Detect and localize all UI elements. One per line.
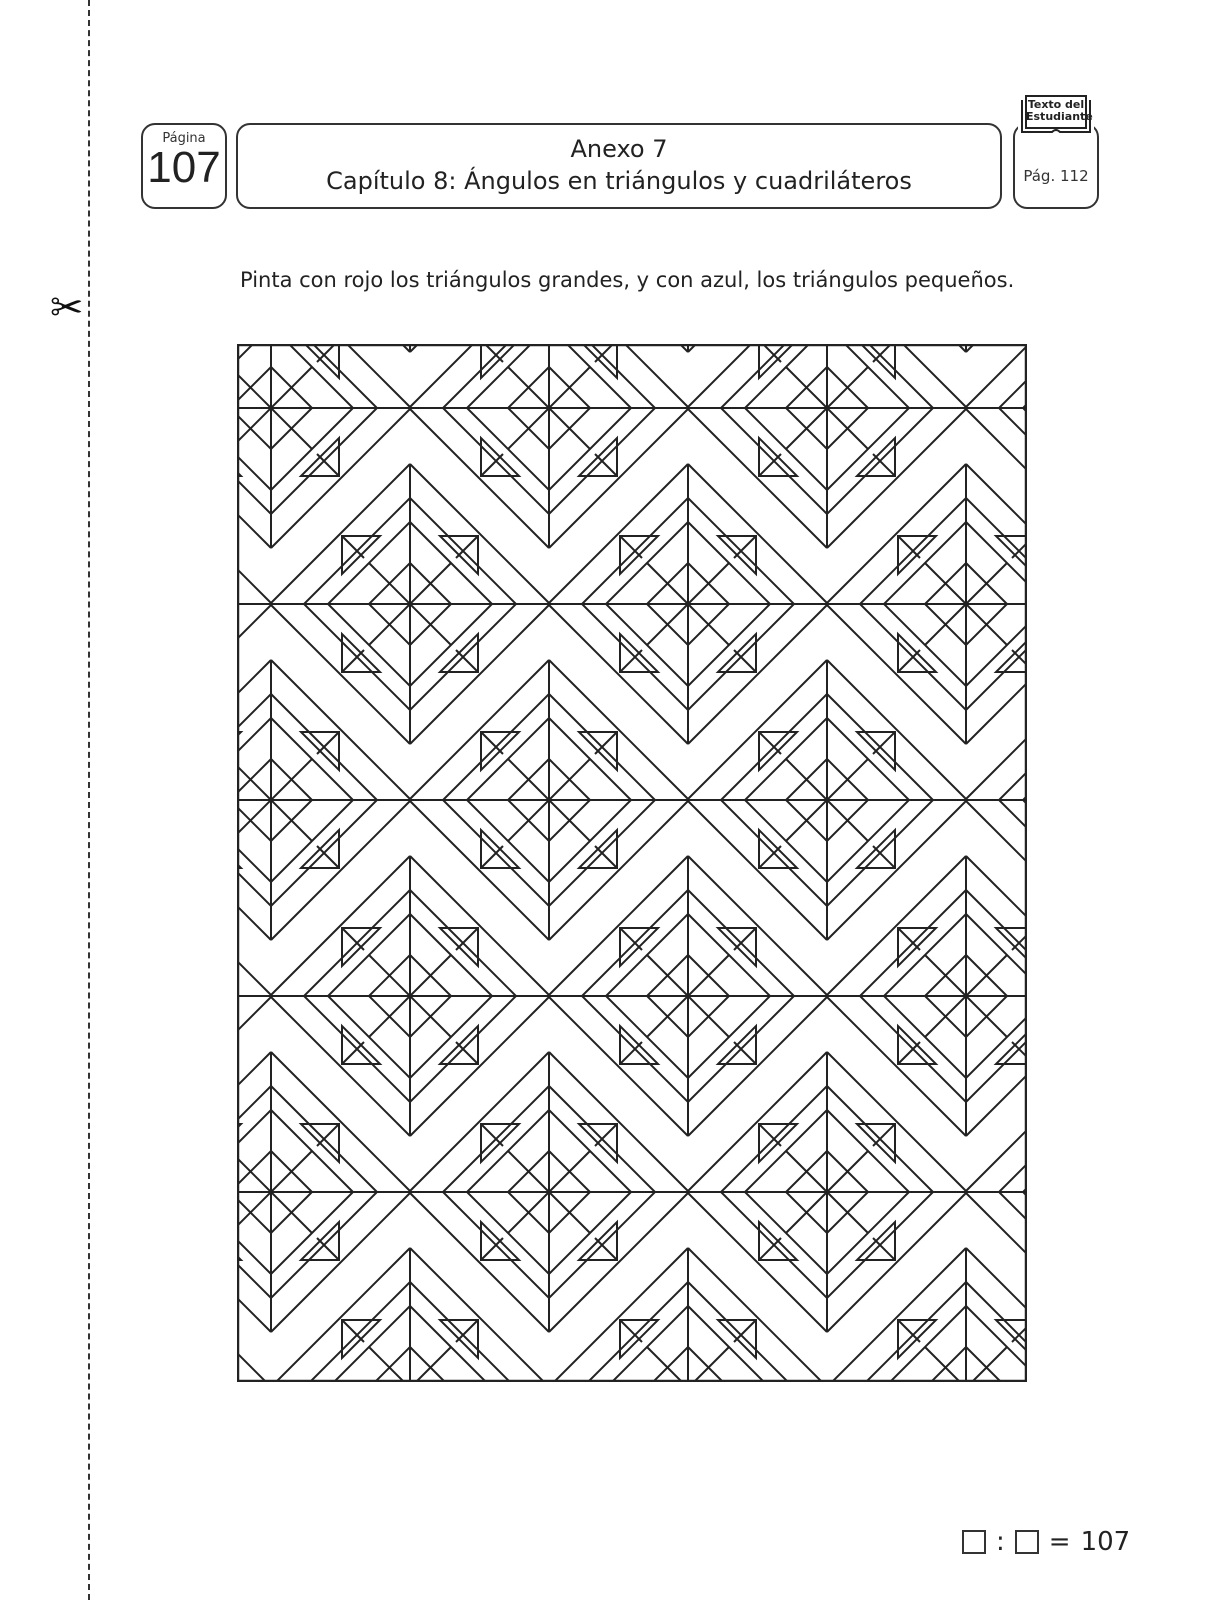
footer-equation — [962, 1525, 1130, 1559]
reference-page: Pág. 112 — [1023, 167, 1089, 185]
chapter-title: Capítulo 8: Ángulos en triángulos y cuadriláteros — [326, 167, 912, 195]
equals-symbol: = — [1048, 1527, 1071, 1557]
title-box — [236, 123, 1002, 209]
book-icon — [1018, 92, 1094, 136]
page-number: 107 — [147, 143, 221, 192]
cut-line — [88, 0, 90, 1600]
blank-box-2[interactable] — [1015, 1530, 1039, 1554]
instruction-text: Pinta con rojo los triángulos grandes, y con azul, los triángulos pequeños. — [240, 268, 1015, 292]
result-number: 107 — [1080, 1527, 1131, 1557]
pattern-border — [238, 345, 1026, 1381]
annex-title: Anexo 7 — [570, 135, 668, 163]
reference-label: Texto del Estudiante — [1026, 98, 1093, 123]
blank-box-1[interactable] — [962, 1530, 986, 1554]
scissors-icon: ✂ — [50, 285, 84, 331]
triangle-pattern — [237, 344, 1027, 1382]
page-label: Página — [162, 131, 206, 146]
page-number-box — [141, 123, 227, 209]
colon-symbol: : — [996, 1527, 1005, 1557]
